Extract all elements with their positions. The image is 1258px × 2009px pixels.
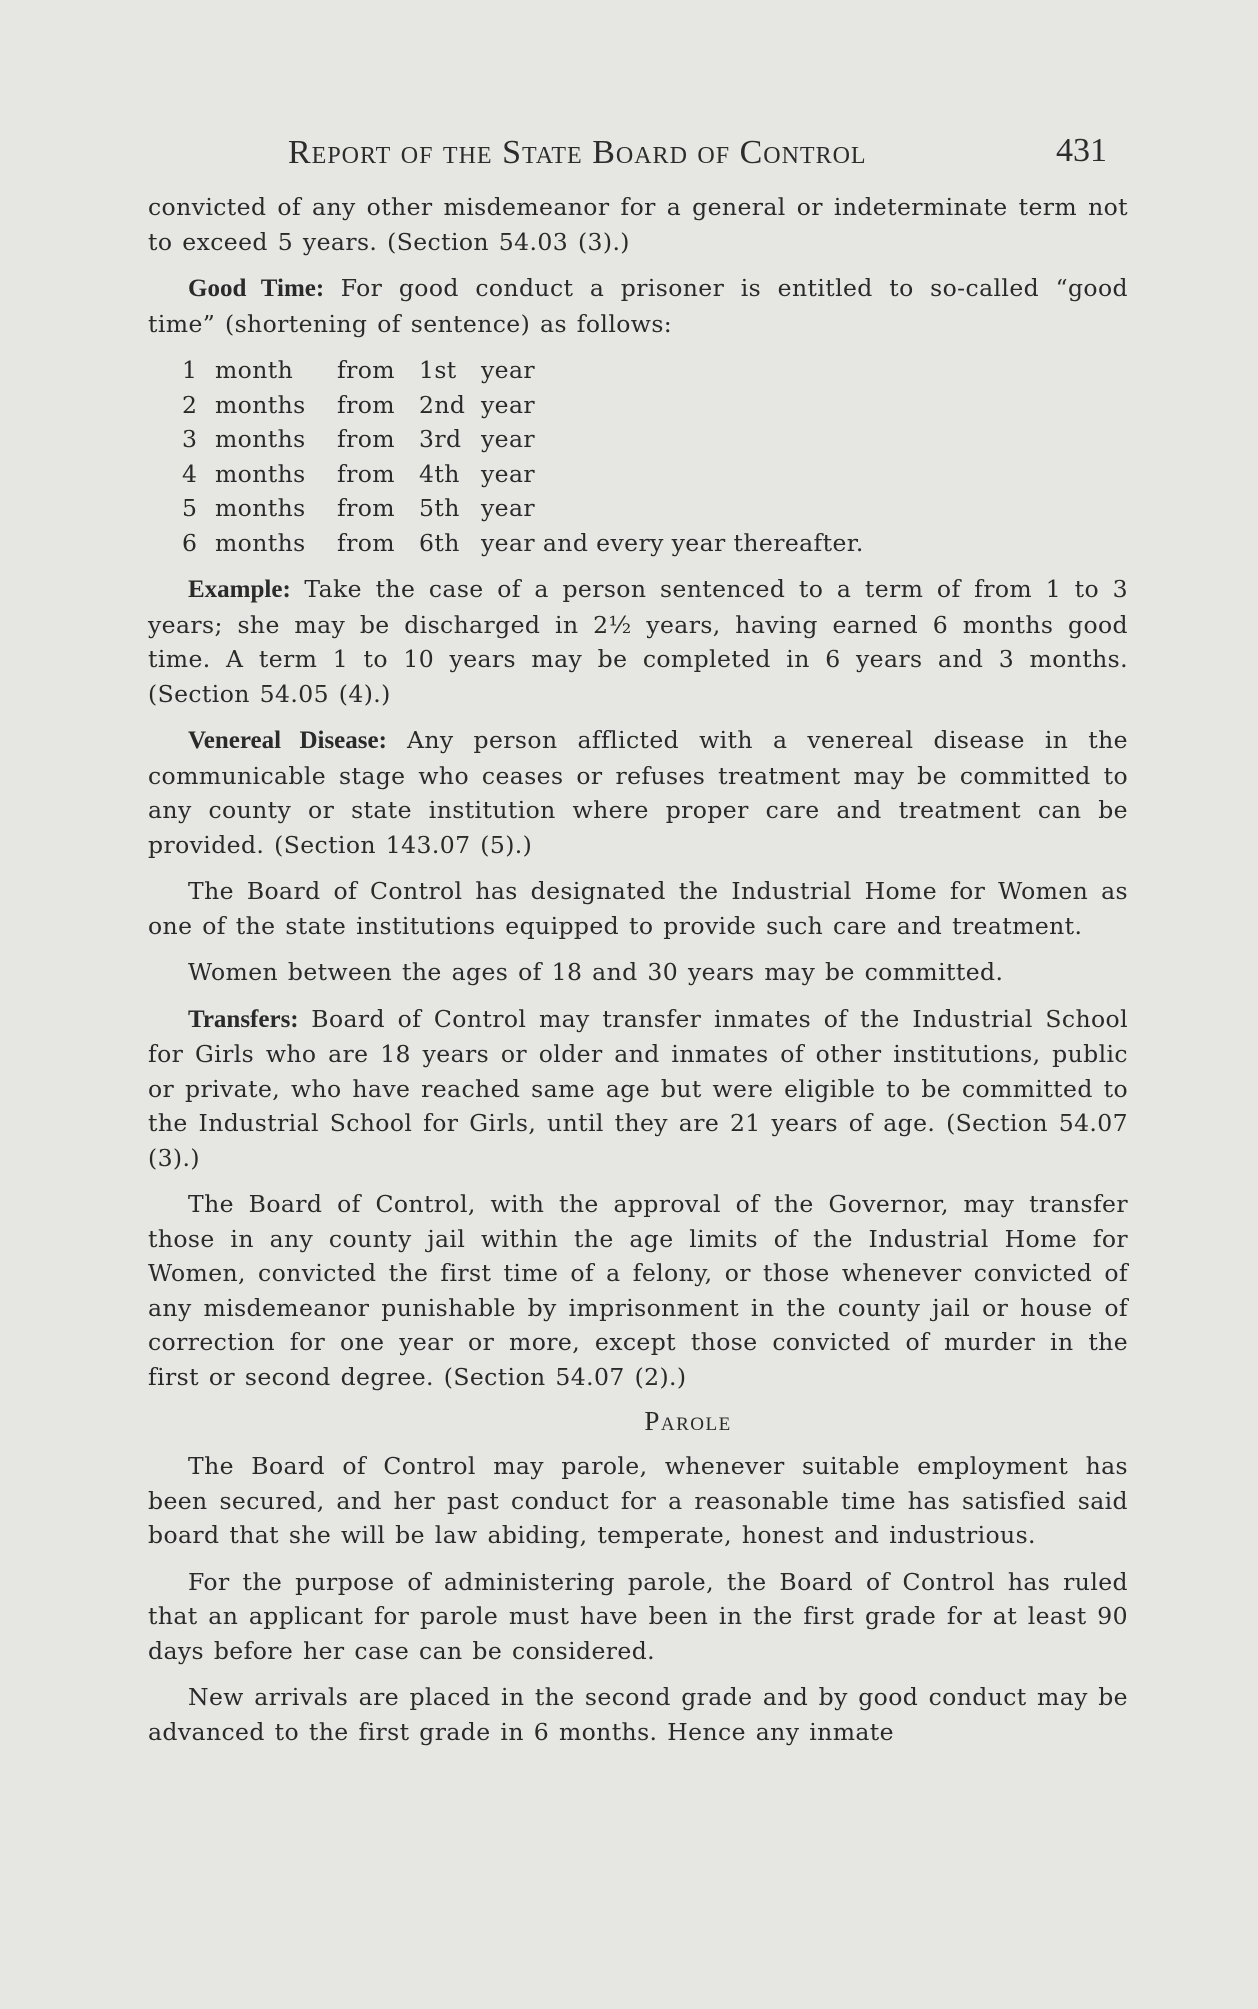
paragraph-good-time <box>148 271 1128 341</box>
schedule-rest: year <box>481 425 536 453</box>
good-time-schedule <box>182 353 1128 560</box>
good-time-text: For good conduct a prisoner is entitled to so-called “good time” (shortening of sentence) as follows: <box>148 274 1128 338</box>
schedule-ordinal: 6th <box>419 528 460 557</box>
transfers-heading: Transfers: <box>188 1005 299 1033</box>
paragraph-misdemeanor-term: convicted of any other misdemeanor for a general or indeterminate term not to exceed 5 years. (Section 54.03 (3).) <box>148 193 1128 256</box>
schedule-rest: year <box>481 356 536 384</box>
schedule-from: from <box>337 494 395 522</box>
schedule-row <box>182 388 1128 423</box>
paragraph-designated-institution: The Board of Control has designated the Industrial Home for Women as one of the state institutions equipped to provide such care and treatment. <box>148 877 1128 940</box>
schedule-row <box>182 353 1128 388</box>
schedule-from: from <box>337 356 395 384</box>
schedule-row <box>182 422 1128 457</box>
schedule-unit: months <box>215 528 306 557</box>
schedule-row <box>182 526 1128 561</box>
schedule-from: from <box>337 528 395 557</box>
schedule-unit: months <box>215 494 306 522</box>
schedule-ordinal: 5th <box>419 494 460 522</box>
schedule-unit: months <box>215 390 306 419</box>
example-heading: Example: <box>188 576 291 603</box>
schedule-unit: month <box>215 356 294 384</box>
schedule-rest: year <box>481 390 536 419</box>
schedule-amount: 4 <box>182 459 198 488</box>
schedule-ordinal: 1st <box>419 356 457 384</box>
venereal-disease-text: Any person afflicted with a venereal disease in the communicable stage who ceases or refuses treatment may be committed to any county or state institution where proper care and treatment can be provided. (Section 143.07 (5).) <box>148 726 1128 859</box>
schedule-ordinal: 4th <box>419 459 460 488</box>
schedule-ordinal: 2nd <box>419 390 466 419</box>
paragraph-venereal-disease <box>148 723 1128 862</box>
paragraph-transfers <box>148 1002 1128 1176</box>
paragraph-parole-administration: For the purpose of administering parole, the Board of Control has ruled that an applicant for parole must have been in the first grade for at least 90 days before her case can be considered. <box>148 1567 1128 1665</box>
schedule-rest: year <box>481 459 536 488</box>
good-time-heading: Good Time: <box>188 275 325 302</box>
schedule-amount: 2 <box>182 390 198 419</box>
page-number: 431 <box>1056 132 1107 169</box>
paragraph-new-arrivals: New arrivals are placed in the second grade and by good conduct may be advanced to the first grade in 6 months. Hence any inmate <box>148 1683 1128 1746</box>
schedule-ordinal: 3rd <box>419 425 462 453</box>
schedule-rest: year and every year thereafter. <box>481 528 864 557</box>
parole-heading: Parole <box>644 1406 732 1436</box>
schedule-amount: 5 <box>182 494 198 522</box>
document-page <box>148 128 1128 1761</box>
schedule-unit: months <box>215 459 306 488</box>
schedule-row <box>182 491 1128 526</box>
schedule-amount: 6 <box>182 528 198 557</box>
example-text: Take the case of a person sentenced to a term of from 1 to 3 years; she may be discharged in 2½ years, having earned 6 months good time. A term 1 to 10 years may be completed in 6 years and 3 months. (Section 54.05 (4).) <box>148 575 1128 708</box>
paragraph-governor-transfer: The Board of Control, with the approval of the Governor, may transfer those in any county jail within the age limits of the Industrial Home for Women, convicted the first time of a felony, or those whenever convicted of any misdemeanor punishable by imprisonment in the county jail or house of correction for one year or more, except those convicted of murder in the first or second degree. (Section 54.07 (2).) <box>148 1190 1128 1391</box>
venereal-disease-heading: Venereal Disease: <box>188 727 387 754</box>
schedule-unit: months <box>215 425 306 453</box>
paragraph-example <box>148 572 1128 711</box>
schedule-from: from <box>337 390 395 419</box>
schedule-amount: 3 <box>182 425 198 453</box>
paragraph-committed-ages: Women between the ages of 18 and 30 years may be committed. <box>188 958 1004 986</box>
paragraph-parole-conditions: The Board of Control may parole, whenever suitable employment has been secured, and her past conduct for a reasonable time has satisfied said board that she will be law abiding, temperate, honest and industrious. <box>148 1452 1128 1549</box>
schedule-row <box>182 457 1128 492</box>
schedule-from: from <box>337 425 395 453</box>
running-header <box>148 128 1128 171</box>
schedule-from: from <box>337 459 395 488</box>
transfers-text: Board of Control may transfer inmates of the Industrial School for Girls who are 18 years or older and inmates of other institutions, public or private, who have reached same age but were eligible to be committed to the Industrial School for Girls, until they are 21 years of age. (Section 54.07 (3).) <box>148 1004 1128 1172</box>
schedule-rest: year <box>481 494 536 522</box>
schedule-amount: 1 <box>182 356 198 384</box>
header-title: Report of the State Board of Control <box>288 134 867 171</box>
